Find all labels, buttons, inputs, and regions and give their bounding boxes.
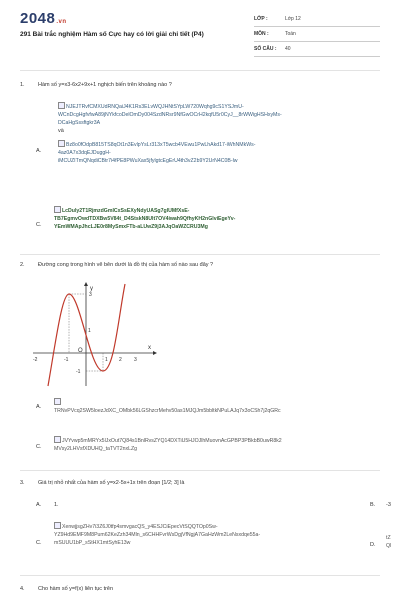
- x-tick-2: 2: [119, 357, 122, 363]
- q2-option-c-image: JVYvwp5mMRYx5lJxOut7Q84s1BnlRvsZYQ14DXTiU5HJOJlhMuovnAcGPBP3PBkbB0uwR8k2 MVsy2LHVsfXDUHQ_taTVT2nxLZg: [54, 438, 282, 452]
- x-label: x: [148, 345, 151, 351]
- divider: [20, 470, 380, 471]
- page-header: [0, 0, 400, 60]
- x-tick-neg-1: -1: [64, 357, 69, 363]
- x-tick-3: 3: [134, 357, 137, 363]
- q3-option-a-value: 1.: [54, 502, 59, 508]
- y-label: y: [90, 286, 93, 292]
- q3-option-d-image: tZ QI: [386, 535, 392, 549]
- q3-option-b-value: -3: [386, 502, 391, 508]
- q2-option-c-letter[interactable]: C.: [36, 444, 42, 450]
- y-axis-arrow: [84, 282, 88, 286]
- q1-option-a-image: NJEJTRvfCMXUdRNQaiJ4K1Rs3ELvWQJHNtSYpLW720Wqhg9cS1YSJmU- WCnDcgHgfvfwA89jNYkfcoDelOmDy004SzdNRsr9NfGwOCrH2kqfU5r0CyJ__8rWWigHSHxyMs- DCaHgSssftgkr3A: [58, 104, 282, 126]
- broken-image-icon: [54, 398, 61, 405]
- broken-image-icon: [54, 436, 61, 443]
- origin-label: O: [78, 348, 83, 354]
- divider: [20, 70, 380, 71]
- q2-option-a-image: TRNvPVcq2SW5loezJdXC_OMbk56LGShzcrMehv50as1MJQJm5bbltkNPuLAJq7x3oCSh7j2qGRc: [54, 398, 281, 415]
- q3-option-b-letter[interactable]: B.: [370, 502, 376, 508]
- meta-row-class: LỚP : Lớp 12: [254, 12, 380, 27]
- broken-image-icon: [54, 522, 61, 529]
- x-tick-1: 1: [105, 357, 108, 363]
- broken-image-icon: [58, 140, 65, 147]
- site-logo[interactable]: 2048.vn: [20, 10, 67, 27]
- y-tick-neg-1: -1: [76, 369, 81, 375]
- divider: [20, 575, 380, 576]
- q3-option-c-letter[interactable]: C.: [36, 540, 42, 546]
- x-axis-arrow: [153, 351, 157, 355]
- q1-option-a-image-2: Bz8o0fOdpB815TS8qOt1n3EvlpYsLr313xT5wcb4VEwu1PwLhAkd17-iWhNMkWs- 4az0A7x3dqEJDuggH- iMCUZITmQNqdiCBtr7i4fPE8PWuXax5jfylgtcEgErU4th3vZ2b9Y2UrN4C0B-lw: [58, 142, 256, 164]
- function-graph: [28, 280, 158, 390]
- q2-option-a-letter[interactable]: A.: [36, 404, 42, 410]
- meta-row-subject: MÔN : Toán: [254, 27, 380, 42]
- q1-option-c-letter[interactable]: C.: [36, 222, 42, 228]
- y-tick-3: 3: [89, 292, 92, 298]
- q3-option-d-letter[interactable]: D.: [370, 542, 376, 548]
- meta-row-count: SỐ CÂU : 40: [254, 42, 380, 57]
- q1-option-a-conjunction: và: [58, 128, 64, 134]
- broken-image-icon: [58, 102, 65, 109]
- exam-meta: [254, 12, 380, 57]
- page-title: 291 Bài trắc nghiệm Hàm số Cực hay có lời giải chi tiết (P4): [20, 31, 204, 38]
- q3-option-a-letter[interactable]: A.: [36, 502, 42, 508]
- broken-image-icon: [54, 206, 61, 213]
- function-curve: [48, 284, 125, 386]
- q1-option-c-image: LcDuly2T1RjmzdGmlCxSsEXyNdyUASg7glUMfXsE- TB7EgmvOwdTDXBw5V84t_D4StskN8Ult7OV4iwah9QfhyKH2nGlviEgeYv- YEmWMApJhcLJE0r8MySmxFTb-aLUwZ9j3AJqOaWZCRU3Mg: [54, 208, 236, 230]
- y-tick-1: 1: [88, 328, 91, 334]
- x-tick-neg-2: -2: [33, 357, 38, 363]
- q3-option-c-image: XenwjjsgZHv7i3Z6J0tfp4smvgacQS_y4ESJCiEpecVtSQQTOp0Sw- YZ9Hd9EMF9M8Pum62KeZzh34Mln_s6CHHFvrWsDgjVfNgjA7GaHzWm2LeNsxdqe55a- mSUUU1bP_sStHX1mtSyhE13w: [54, 524, 261, 546]
- q1-option-a-letter[interactable]: A.: [36, 148, 42, 154]
- divider: [20, 254, 380, 255]
